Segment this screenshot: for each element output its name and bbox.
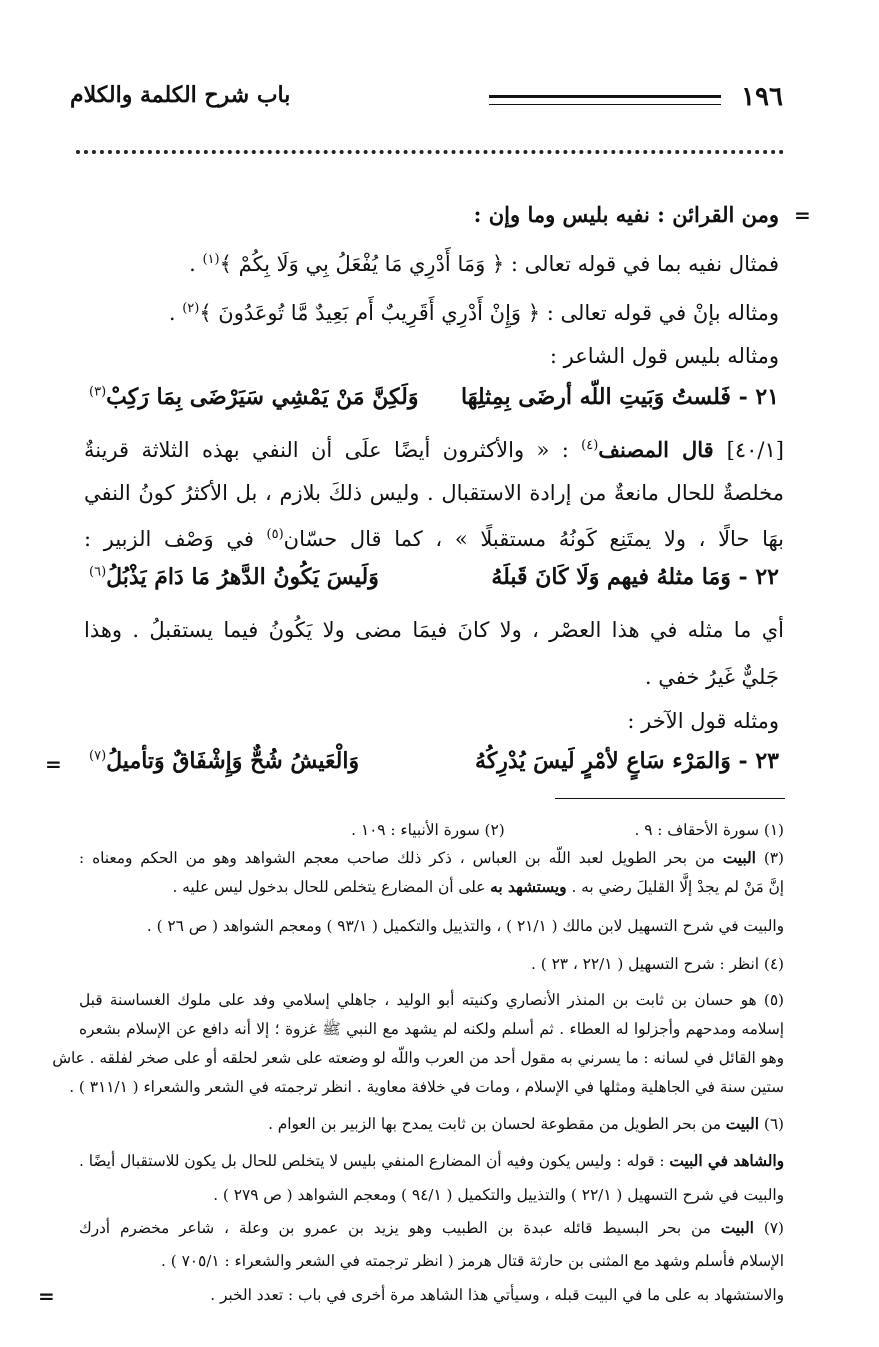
footnote-text: من بحر الطويل من مقطوعة لحسان بن ثابت يمدح بها الزبير بن العوام . bbox=[268, 1115, 726, 1133]
footnote-line bbox=[79, 846, 784, 870]
footnote-number: (٦) bbox=[758, 1115, 784, 1133]
footnote-line: (٤) انظر : شرح التسهيل ( ٢٢/١ ، ٢٣ ) . bbox=[531, 955, 784, 973]
margin-mark-bottom: = bbox=[38, 1284, 55, 1308]
footnote-ref: (٥) bbox=[266, 527, 284, 542]
verse-21 bbox=[89, 384, 779, 418]
footnote-keyword: البيت bbox=[720, 1219, 754, 1237]
verse-23 bbox=[89, 748, 779, 782]
quran-quote: ومثاله بإنْ في قوله تعالى : ﴿ وَإِنْ أَدْرِي أَقَرِيبٌ أَم بَعِيدٌ مَّا تُوعَدُونَ ﴾ bbox=[199, 301, 779, 325]
footnote-separator bbox=[555, 798, 785, 799]
footnote-ref: (٣) bbox=[89, 384, 107, 400]
margin-mark-middle: = bbox=[45, 752, 62, 776]
quran-quote: فمثال نفيه بما في قوله تعالى : ﴿ وَمَا أَدْرِي مَا يُفْعَلُ بِي وَلَا بِكُمْ ﴾ bbox=[219, 252, 779, 276]
verse-hemistich-first: ٢٢ - وَمَا مثلهُ فيهم وَلَا كَانَ قَبلَهُ bbox=[491, 564, 779, 590]
footnote-line: ستين سنة في الجاهلية ومثلها في الإسلام ، ومات في خلافة معاوية . انظر ترجمته في الشعر والشعراء ( ٣١١/١ ) . bbox=[69, 1078, 784, 1096]
footnote-number: (٣) bbox=[755, 849, 784, 867]
footnote-line bbox=[79, 875, 784, 899]
footnote-text: من بحر البسيط قائله عبدة بن الطبيب وهو يزيد بن عمرو بن وعلة ، شاعر مخضرم أدرك bbox=[79, 1219, 721, 1237]
footnote-keyword: البيت bbox=[722, 849, 756, 867]
verse-hemistich-first: ٢٣ - وَالمَرْء سَاعٍ لأمْرٍ لَيسَ يُدْرِكُهُ bbox=[474, 748, 779, 774]
footnote-keyword: ويستشهد به bbox=[490, 878, 567, 896]
footnote-line: إسلامه ومدحهم وأجزلوا له العطاء . ثم أسلم ولكنه لم يشهد مع النبي ﷺ غزوة ؛ إلا أنه دافع عن الإسلام بشعره bbox=[79, 1020, 784, 1038]
verse-hemistich-first: ٢١ - فَلستُ وَبَيتِ اللّه أرضَى بِمِثلِهَا bbox=[461, 384, 779, 410]
footnote-line: (٥) هو حسان بن ثابت بن المنذر الأنصاري وكنيته أبو الوليد ، جاهلي إسلامي وفد على ملوك الغساسنة قبل bbox=[79, 991, 784, 1009]
paragraph-line: جَليٌّ غَيرُ خفي . bbox=[644, 665, 779, 689]
footnote-line: والاستشهاد به على ما في البيت قبله ، وسيأتي هذا الشاهد مرة أخرى في باب : تعدد الخبر . bbox=[210, 1286, 784, 1304]
verse-text: وَلَيسَ يَكُونُ الدَّهرُ مَا دَامَ يَذْبُلُ bbox=[106, 564, 379, 590]
section-heading: ومن القرائن : نفيه بليس وما وإن : bbox=[473, 202, 779, 227]
footnote-line: الإسلام فأسلم وشهد مع المثنى بن حارثة قتال هرمز ( انظر ترجمته في الشعر والشعراء : ٧٠٥/١ ) . bbox=[161, 1252, 784, 1270]
footnote-ref: (١) bbox=[202, 252, 220, 267]
margin-mark-top: = bbox=[794, 203, 811, 227]
footnote-ref: (٢) bbox=[182, 301, 200, 316]
paragraph-text: بهَا حالًا ، ولا يمتَنِع كَونُهُ مستقبلًا » ، كما قال حسّان bbox=[283, 527, 784, 551]
verse-text: وَالْعَيشُ شُحٌّ وَإِشْفَاقٌ وَتأميلُ bbox=[106, 748, 360, 774]
footnote-line bbox=[79, 818, 784, 842]
dotted-separator bbox=[76, 150, 784, 154]
footnote-2: (٢) سورة الأنبياء : ١٠٩ . bbox=[351, 821, 505, 839]
footnote-line bbox=[79, 1112, 784, 1136]
paragraph-line: أي ما مثله في هذا العصْر ، ولا كانَ فيمَا مضى ولا يَكُونُ فيما يستقبلُ . وهذا bbox=[84, 618, 784, 642]
verse-text: وَلَكِنَّ مَنْ يَمْشِي سَيَرْضَى بِمَا رَكِبْ bbox=[106, 384, 419, 410]
paragraph-text: : « والأكثرون أيضًا علَى أن النفي بهذه الثلاثة قرينةٌ bbox=[84, 438, 582, 462]
paragraph-line bbox=[84, 520, 784, 554]
punctuation: . bbox=[189, 252, 203, 276]
footnote-ref: (٦) bbox=[89, 564, 107, 580]
page-header bbox=[70, 82, 783, 122]
verse-hemistich-second bbox=[89, 384, 418, 410]
footnote-line: وهو القائل في لسانه : ما يسرني به مقول أحد من العرب واللّه لو وضعته على شعر لحلقه أو على صخر لفلقه . عاش bbox=[52, 1049, 784, 1067]
example-line bbox=[79, 294, 779, 328]
paragraph-text: في وَصْف الزبير : bbox=[84, 527, 267, 551]
footnote-line bbox=[79, 1216, 784, 1240]
footnote-keyword: والشاهد في البيت bbox=[669, 1152, 784, 1170]
intro-line: ومثاله بليس قول الشاعر : bbox=[549, 344, 779, 368]
chapter-title: باب شرح الكلمة والكلام bbox=[70, 82, 291, 108]
footnote-text: إنَّ مَنْ لم يجدْ إلَّا القليلَ رضي به . bbox=[566, 878, 784, 896]
page-number: ١٩٦ bbox=[741, 82, 783, 112]
punctuation: . bbox=[168, 301, 183, 325]
example-line bbox=[79, 245, 779, 279]
footnote-text: على أن المضارع يتخلص للحال بدخول ليس عليه . bbox=[172, 878, 491, 896]
volume-reference: [٤٠/١] bbox=[726, 438, 784, 462]
header-rule bbox=[489, 95, 721, 105]
paragraph-line bbox=[84, 431, 784, 465]
footnote-text: : قوله : وليس يكون وفيه أن المضارع المنفي بليس لا يتخلص للحال بل يكون للاستقبال أيضًا . bbox=[79, 1152, 670, 1170]
footnote-keyword: البيت bbox=[725, 1115, 759, 1133]
footnote-ref: (٤) bbox=[581, 438, 599, 453]
footnote-number: (٧) bbox=[753, 1219, 784, 1237]
footnote-line bbox=[79, 1149, 784, 1173]
author-label: قال المصنف bbox=[598, 437, 727, 462]
verse-hemistich-second bbox=[89, 748, 359, 774]
paragraph-line: مخلصةٌ للحال مانعةٌ من إرادة الاستقبال . وليس ذلكَ بلازم ، بل الأكثرُ كونُ النفي bbox=[84, 481, 784, 505]
intro-line: ومثله قول الآخر : bbox=[627, 709, 779, 733]
verse-22 bbox=[89, 564, 779, 598]
footnote-line: والبيت في شرح التسهيل لابن مالك ( ٢١/١ ) ، والتذييل والتكميل ( ٩٣/١ ) ومعجم الشواهد ( ص ٢٦ ) . bbox=[146, 917, 784, 935]
footnote-ref: (٧) bbox=[89, 748, 107, 764]
verse-hemistich-second bbox=[89, 564, 379, 590]
footnote-1: (١) سورة الأحقاف : ٩ . bbox=[634, 821, 784, 839]
footnote-line: والبيت في شرح التسهيل ( ٢٢/١ ) والتذييل والتكميل ( ٩٤/١ ) ومعجم الشواهد ( ص ٢٧٩ ) . bbox=[213, 1186, 784, 1204]
footnote-text: من بحر الطويل لعبد اللّه بن العباس ، ذكر ذلك صاحب معجم الشواهد وهو من الحكم ومعناه : bbox=[79, 849, 723, 867]
